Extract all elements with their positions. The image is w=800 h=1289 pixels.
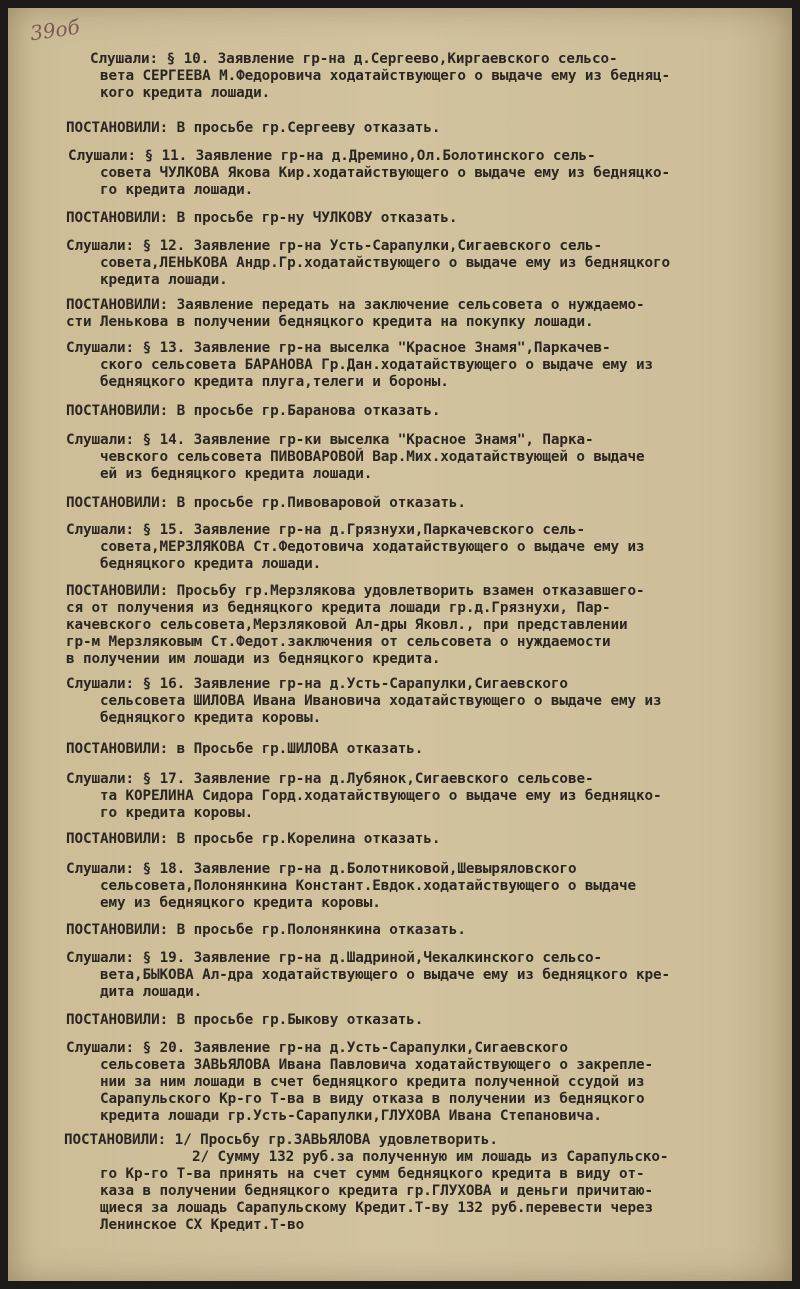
text-line: дита лошади.	[100, 984, 203, 1000]
resolution-line: ПОСТАНОВИЛИ: В просьбе гр.Пивоваровой отказать.	[66, 495, 466, 511]
text-line: ся от получения из бедняцкого кредита лошади гр.д.Грязнухи, Пар-	[66, 600, 611, 616]
resolution-line: ПОСТАНОВИЛИ: В просьбе гр-ну ЧУЛКОВУ отказать.	[66, 210, 458, 226]
text-line: совета,ЛЕНЬКОВА Андр.Гр.ходатайствующего о выдаче ему из бедняцкого	[100, 255, 670, 271]
text-line: вета СЕРГЕЕВА М.Федоровича ходатайствующего о выдаче ему из бедняц-	[100, 68, 670, 84]
resolution-line: ПОСТАНОВИЛИ: Заявление передать на заключение сельсовета о нуждаемо-	[66, 297, 645, 313]
text-line: вета,БЫКОВА Ал-дра ходатайствующего о выдаче ему из бедняцкого кре-	[100, 967, 670, 983]
text-line: ского сельсовета БАРАНОВА Гр.Дан.ходатайствующего о выдаче ему из	[100, 357, 653, 373]
text-line: Слушали: § 14. Заявление гр-ки выселка "Красное Знамя", Парка-	[66, 432, 594, 448]
text-line: Слушали: § 17. Заявление гр-на д.Лубянок,Сигаевского сельсове-	[66, 771, 594, 787]
text-line: Слушали: § 19. Заявление гр-на д.Шадриной,Чекалкинского сельсо-	[66, 950, 602, 966]
text-line: ему из бедняцкого кредита коровы.	[100, 895, 381, 911]
text-line: Слушали: § 11. Заявление гр-на д.Дремино,Ол.Болотинского сель-	[68, 148, 596, 164]
text-line: совета ЧУЛКОВА Якова Кир.ходатайствующего о выдаче ему из бедняцко-	[100, 165, 670, 181]
text-line: го Кр-го Т-ва принять на счет сумм бедняцкого кредита в виду от-	[100, 1166, 645, 1182]
text-line: Слушали: § 20. Заявление гр-на д.Усть-Сарапулки,Сигаевского	[66, 1040, 568, 1056]
text-line: кредита лошади.	[100, 272, 228, 288]
text-line: кого кредита лошади.	[100, 85, 271, 101]
text-line: Ленинское СХ Кредит.Т-во	[100, 1217, 305, 1233]
resolution-line: ПОСТАНОВИЛИ: в Просьбе гр.ШИЛОВА отказать.	[66, 741, 424, 757]
text-line: совета,МЕРЗЛЯКОВА Ст.Федотовича ходатайствующего о выдаче ему из	[100, 539, 645, 555]
text-line: нии за ним лошади в счет бедняцкого кредита полученной ссудой из	[100, 1074, 645, 1090]
text-line: щиеся за лошадь Сарапульскому Кредит.Т-ву 132 руб.перевести через	[100, 1200, 653, 1216]
text-line: качевского сельсовета,Мерзляковой Ал-дры Яковл., при представлении	[66, 617, 628, 633]
resolution-line: ПОСТАНОВИЛИ: В просьбе гр.Полонянкина отказать.	[66, 922, 466, 938]
text-line: Сарапульского Кр-го Т-ва в виду отказа в получении из бедняцкого	[100, 1091, 645, 1107]
text-line: чевского сельсовета ПИВОВАРОВОЙ Вар.Мих.ходатайствующей о выдаче	[100, 449, 645, 465]
text-line: сельсовета,Полонянкина Констант.Евдок.ходатайствующего о выдаче	[100, 878, 636, 894]
text-line: бедняцкого кредита коровы.	[100, 710, 322, 726]
text-line: Слушали: § 12. Заявление гр-на Усть-Сарапулки,Сигаевского сель-	[66, 238, 602, 254]
text-line: Слушали: § 18. Заявление гр-на д.Болотниковой,Шевыряловского	[66, 861, 577, 877]
text-line: бедняцкого кредита плуга,телеги и бороны.	[100, 374, 449, 390]
text-line: 2/ Сумму 132 руб.за полученную им лошадь из Сарапульско-	[192, 1149, 669, 1165]
text-line: в получении им лошади из бедняцкого кредита.	[66, 651, 441, 667]
resolution-line: ПОСТАНОВИЛИ: В просьбе гр.Корелина отказать.	[66, 831, 441, 847]
resolution-line: ПОСТАНОВИЛИ: Просьбу гр.Мерзлякова удовлетворить взамен отказавшего-	[66, 583, 645, 599]
resolution-line: ПОСТАНОВИЛИ: 1/ Просьбу гр.ЗАВЬЯЛОВА удовлетворить.	[64, 1132, 498, 1148]
resolution-line: ПОСТАНОВИЛИ: В просьбе гр.Баранова отказать.	[66, 403, 441, 419]
text-line: бедняцкого кредита лошади.	[100, 556, 322, 572]
text-line: Слушали: § 15. Заявление гр-на д.Грязнухи,Паркачевского сель-	[66, 522, 585, 538]
text-line: ей из бедняцкого кредита лошади.	[100, 466, 373, 482]
resolution-line: ПОСТАНОВИЛИ: В просьбе гр.Сергееву отказать.	[66, 120, 441, 136]
text-line: Слушали: § 13. Заявление гр-на выселка "Красное Знамя",Паркачев-	[66, 340, 611, 356]
text-line: сти Ленькова в получении бедняцкого кредита на покупку лошади.	[66, 314, 594, 330]
text-line: сельсовета ЗАВЬЯЛОВА Ивана Павловича ходатайствующего о закрепле-	[100, 1057, 653, 1073]
text-line: Слушали: § 16. Заявление гр-на д.Усть-Сарапулки,Сигаевского	[66, 676, 568, 692]
resolution-line: ПОСТАНОВИЛИ: В просьбе гр.Быкову отказать.	[66, 1012, 424, 1028]
text-line: гр-м Мерзляковым Ст.Федот.заключения от сельсовета о нуждаемости	[66, 634, 611, 650]
text-line: та КОРЕЛИНА Сидора Горд.ходатайствующего о выдаче ему из бедняцко-	[100, 788, 662, 804]
text-line: Слушали: § 10. Заявление гр-на д.Сергеево,Киргаевского сельсо-	[90, 51, 618, 67]
folio-number: 39об	[28, 14, 82, 46]
text-line: каза в получении бедняцкого кредита гр.ГЛУХОВА и деньги причитаю-	[100, 1183, 653, 1199]
text-line: го кредита коровы.	[100, 805, 254, 821]
text-line: го кредита лошади.	[100, 182, 254, 198]
text-line: сельсовета ШИЛОВА Ивана Ивановича ходатайствующего о выдаче ему из	[100, 693, 662, 709]
text-line: кредита лошади гр.Усть-Сарапулки,ГЛУХОВА Ивана Степановича.	[100, 1108, 602, 1124]
document-page	[8, 8, 792, 1281]
